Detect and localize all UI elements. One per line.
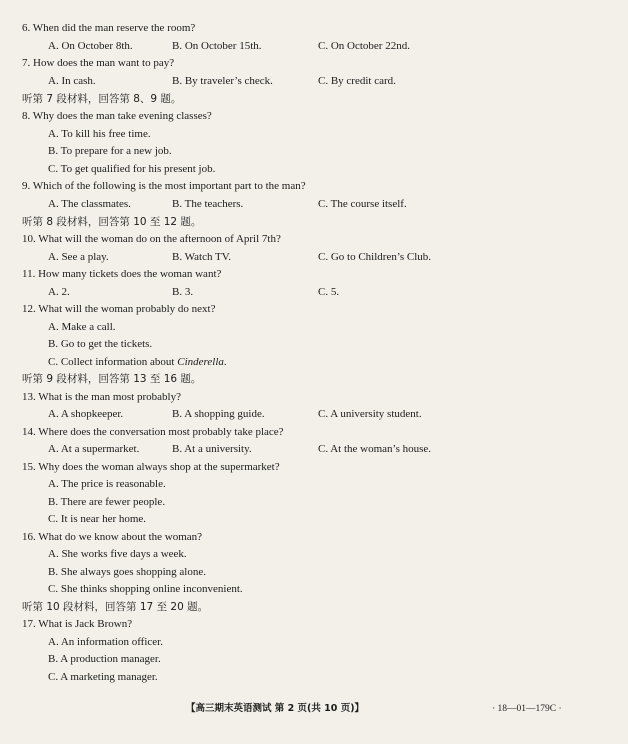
page-footer — [0, 702, 628, 716]
question-text: 14. Where does the conversation most probably take place? — [22, 426, 284, 438]
footer-page-info: 【高三期末英语测试 第 2 页(共 10 页)】 — [186, 703, 365, 714]
answer-option-c: C. At the woman’s house. — [318, 443, 432, 455]
answer-option-c: C. On October 22nd. — [318, 40, 410, 52]
answer-option: A. She works five days a week. — [48, 548, 187, 560]
answer-option: B. A production manager. — [48, 653, 161, 665]
answer-option: B. She always goes shopping alone. — [48, 566, 206, 578]
answer-option-c: C. Go to Children’s Club. — [318, 251, 432, 263]
answer-option: A. The price is reasonable. — [48, 478, 166, 490]
question-text: 7. How does the man want to pay? — [22, 57, 175, 69]
answer-option-b: B. Watch TV. — [172, 251, 232, 263]
question-text: 16. What do we know about the woman? — [22, 531, 203, 543]
answer-option-a: A. In cash. — [48, 75, 96, 87]
answer-option-a: A. On October 8th. — [48, 40, 133, 52]
question-text: 8. Why does the man take evening classes? — [22, 110, 212, 122]
section-instruction: 听第 10 段材料，回答第 17 至 20 题。 — [22, 601, 209, 613]
section-instruction: 听第 7 段材料，回答第 8、9 题。 — [22, 93, 182, 105]
answer-option: B. There are fewer people. — [48, 496, 166, 508]
answer-option-b: B. By traveler’s check. — [172, 75, 273, 87]
answer-option-b: B. At a university. — [172, 443, 252, 455]
answer-option-b: B. A shopping guide. — [172, 408, 265, 420]
answer-option: C. She thinks shopping online inconvenient. — [48, 583, 243, 595]
section-instruction: 听第 8 段材料，回答第 10 至 12 题。 — [22, 216, 202, 228]
answer-option-c: C. The course itself. — [318, 198, 407, 210]
answer-option-c: C. 5. — [318, 286, 340, 298]
question-text: 11. How many tickets does the woman want? — [22, 268, 222, 280]
option-text: . — [223, 356, 227, 368]
answer-option: B. Go to get the tickets. — [48, 338, 153, 350]
answer-option: C. A marketing manager. — [48, 671, 158, 683]
answer-option-a: A. A shopkeeper. — [48, 408, 124, 420]
question-text: 10. What will the woman do on the afternoon of April 7th? — [22, 233, 281, 245]
answer-option-b: B. On October 15th. — [172, 40, 262, 52]
answer-option: C. It is near her home. — [48, 513, 147, 525]
option-text: C. Collect information about — [48, 356, 178, 368]
section-instruction: 听第 9 段材料，回答第 13 至 16 题。 — [22, 373, 202, 385]
answer-option-a: A. The classmates. — [48, 198, 131, 210]
answer-option-c: C. By credit card. — [318, 75, 396, 87]
question-text: 17. What is Jack Brown? — [22, 618, 133, 630]
answer-option — [48, 356, 227, 369]
answer-option: A. Make a call. — [48, 321, 116, 333]
answer-option: C. To get qualified for his present job. — [48, 163, 216, 175]
answer-option-b: B. The teachers. — [172, 198, 244, 210]
answer-option-a: A. See a play. — [48, 251, 109, 263]
answer-option-c: C. A university student. — [318, 408, 422, 420]
footer-paper-code: · 18—01—179C · — [492, 704, 562, 714]
answer-option: A. An information officer. — [48, 636, 163, 648]
question-text: 13. What is the man most probably? — [22, 391, 181, 403]
option-title-italic: Cinderella — [177, 356, 224, 368]
answer-option-b: B. 3. — [172, 286, 194, 298]
question-text: 9. Which of the following is the most important part to the man? — [22, 180, 306, 192]
answer-option-a: A. 2. — [48, 286, 70, 298]
question-text: 12. What will the woman probably do next? — [22, 303, 216, 315]
answer-option-a: A. At a supermarket. — [48, 443, 140, 455]
question-text: 6. When did the man reserve the room? — [22, 22, 196, 34]
answer-option: B. To prepare for a new job. — [48, 145, 172, 157]
answer-option: A. To kill his free time. — [48, 128, 151, 140]
question-text: 15. Why does the woman always shop at the supermarket? — [22, 461, 280, 473]
